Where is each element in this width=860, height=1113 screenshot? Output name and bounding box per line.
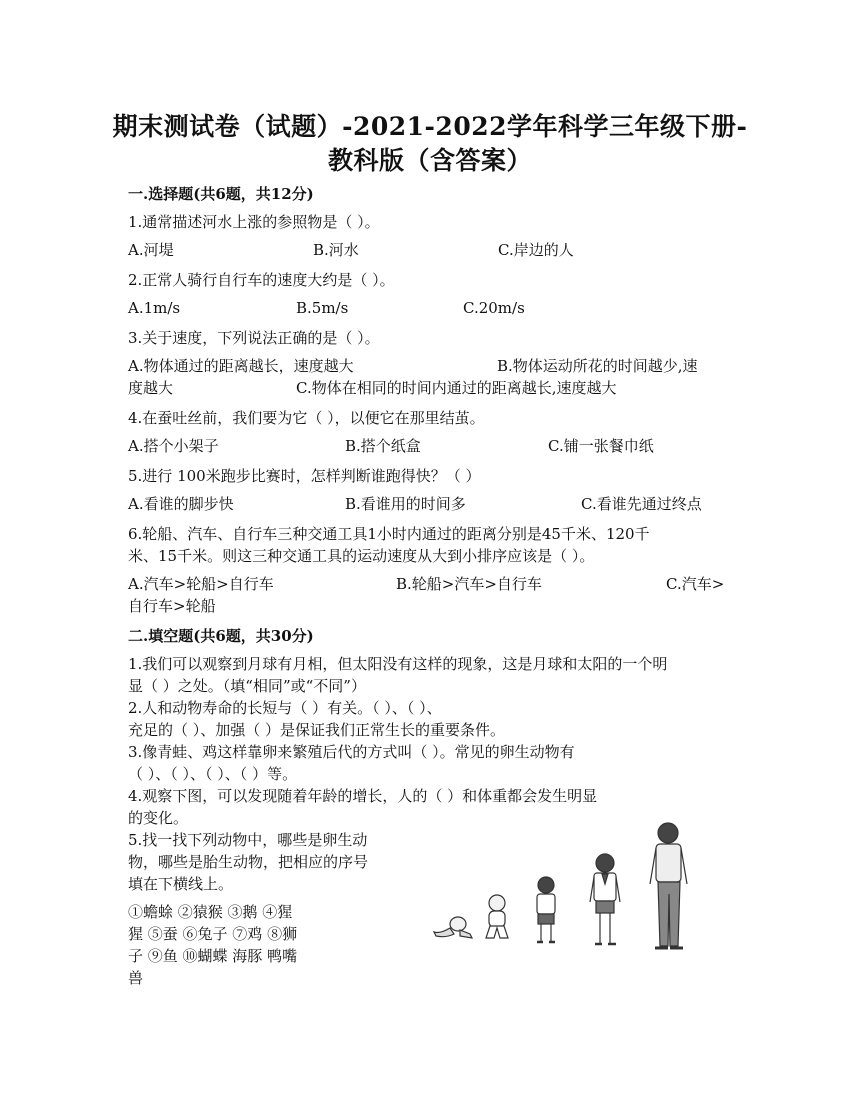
question-1-1: 1.通常描述河水上涨的参照物是（ ）。: [128, 213, 380, 231]
question-2-5-line-5: 猩 ⑤蚕 ⑥兔子 ⑦鸡 ⑧狮: [128, 925, 298, 943]
option-1-6-a: A.汽车>轮船>自行车: [128, 575, 274, 593]
section-2-heading: 二.填空题(共6题，共30分): [128, 627, 314, 645]
section-1-heading: 一.选择题(共6题，共12分): [128, 185, 314, 203]
option-1-1-b: B.河水: [313, 241, 359, 259]
teen-figure: [590, 854, 620, 944]
option-1-1-c: C.岸边的人: [498, 241, 574, 259]
question-1-3: 3.关于速度，下列说法正确的是（ ）。: [128, 329, 380, 347]
option-1-6-c-cont: 自行车>轮船: [128, 597, 216, 615]
option-1-4-c: C.铺一张餐巾纸: [548, 437, 654, 455]
question-1-4: 4.在蚕吐丝前，我们要为它（ ），以便它在那里结茧。: [128, 409, 485, 427]
option-1-4-b: B.搭个纸盒: [345, 437, 421, 455]
question-2-4-line-2: 的变化。: [128, 809, 189, 827]
option-1-5-a: A.看谁的脚步快: [128, 495, 234, 513]
option-1-5-b: B.看谁用的时间多: [345, 495, 466, 513]
option-1-1-a: A.河堤: [128, 241, 174, 259]
option-1-2-a: A.1m/s: [128, 299, 181, 317]
human-growth-illustration: [430, 822, 732, 952]
adult-figure: [650, 823, 687, 948]
question-2-1-line-2: 显（ ）之处。（填“相同”或“不同”）: [128, 677, 366, 695]
question-2-4-line-1: 4.观察下图，可以发现随着年龄的增长，人的（ ）和体重都会发生明显: [128, 787, 598, 805]
question-2-2-line-2: 充足的（ ）、加强（ ）是保证我们正常生长的重要条件。: [128, 721, 506, 739]
toddler-figure: [486, 895, 508, 938]
option-1-4-a: A.搭个小架子: [128, 437, 219, 455]
option-1-3-b-cont: 度越大: [128, 379, 174, 397]
question-2-5-line-2: 物，哪些是胎生动物，把相应的序号: [128, 853, 369, 871]
question-2-1-line-1: 1.我们可以观察到月球有月相，但太阳没有这样的现象，这是月球和太阳的一个明: [128, 655, 668, 673]
document-title-line-1: 期末测试卷（试题）-2021-2022学年科学三年级下册-: [112, 112, 748, 141]
question-2-5-line-3: 填在下横线上。: [128, 875, 234, 893]
option-1-2-b: B.5m/s: [296, 299, 349, 317]
option-1-5-c: C.看谁先通过终点: [581, 495, 702, 513]
question-2-5-line-1: 5.找一找下列动物中，哪些是卵生动: [128, 831, 368, 849]
option-1-6-c: C.汽车>: [666, 575, 725, 593]
option-1-3-a: A.物体通过的距离越长，速度越大: [128, 357, 354, 375]
question-2-5-line-6: 子 ⑨鱼 ⑩蝴蝶 海豚 鸭嘴: [128, 947, 298, 965]
option-1-2-c: C.20m/s: [463, 299, 525, 317]
document-title-line-2: 教科版（含答案）: [327, 146, 532, 175]
child-figure: [537, 877, 555, 942]
option-1-3-b: B.物体运动所花的时间越少,速: [497, 357, 698, 375]
question-2-2-line-1: 2.人和动物寿命的长短与（ ）有关。（ ）、（ ）、: [128, 699, 442, 717]
option-1-3-c: C.物体在相同的时间内通过的距离越长,速度越大: [296, 379, 617, 397]
baby-figure: [434, 917, 472, 938]
question-1-6-line-1: 6.轮船、汽车、自行车三种交通工具1小时内通过的距离分别是45千米、120千: [128, 525, 650, 543]
option-1-6-b: B.轮船>汽车>自行车: [396, 575, 542, 593]
question-1-5: 5.进行 100米跑步比赛时，怎样判断谁跑得快？（ ）: [128, 467, 481, 485]
question-2-5-line-7: 兽: [128, 969, 144, 987]
question-1-6-line-2: 米、15千米。则这三种交通工具的运动速度从大到小排序应该是（ ）。: [128, 547, 595, 565]
question-2-5-line-4: ①蟾蜍 ②猿猴 ③鹅 ④猩: [128, 903, 293, 921]
question-1-2: 2.正常人骑行自行车的速度大约是（ ）。: [128, 271, 395, 289]
question-2-3-line-1: 3.像青蛙、鸡这样靠卵来繁殖后代的方式叫（ ）。常见的卵生动物有: [128, 743, 575, 761]
question-2-3-line-2: （ ）、（ ）、（ ）、（ ）等。: [128, 765, 298, 783]
